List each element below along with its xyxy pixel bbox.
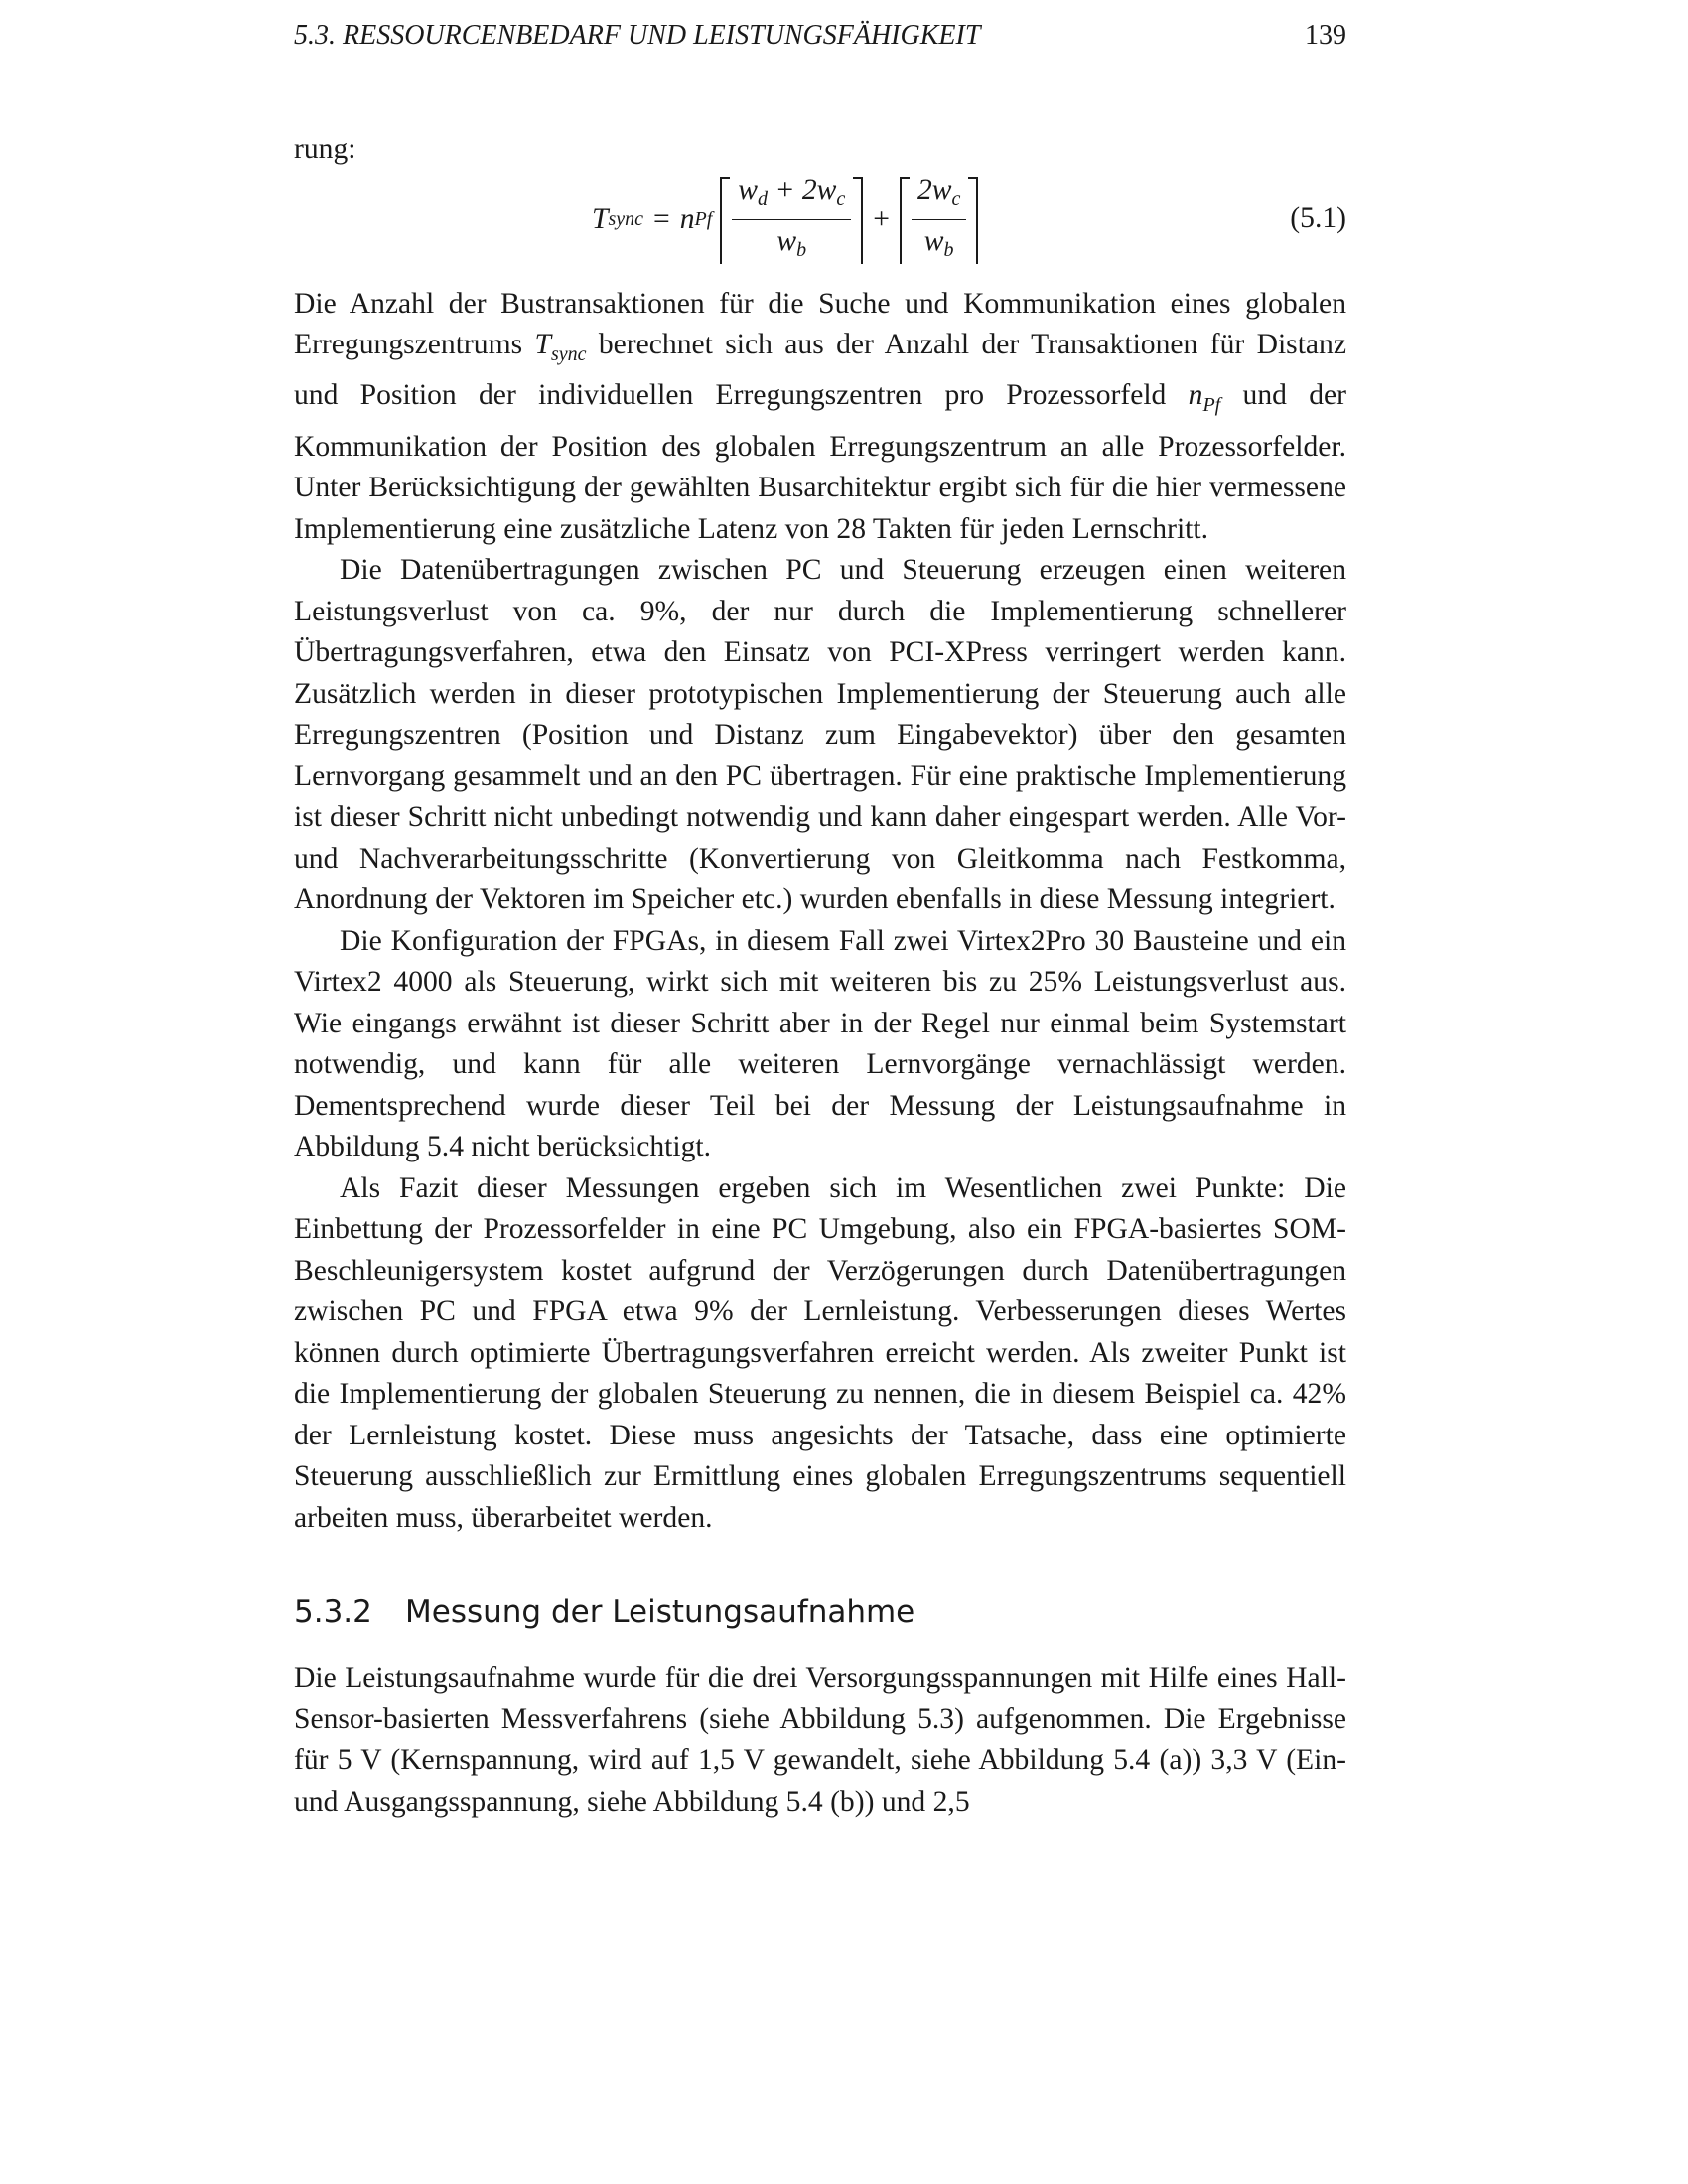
section-title-text: Messung der Leistungsaufnahme — [405, 1594, 915, 1631]
eq-frac1-den: $w_b$ — [776, 225, 807, 261]
eq-coeff: n — [679, 203, 695, 235]
intro-fragment: rung: — [294, 133, 356, 165]
eq-frac1-num: $w_d + 2w_c$ — [732, 173, 851, 220]
running-title: 5.3. RESSOURCENBEDARF UND LEISTUNGSFÄHIGKEIT — [294, 20, 981, 51]
page-body — [294, 129, 1346, 1823]
paragraph-4: Als Fazit dieser Messungen ergeben sich im Wesentlichen zwei Punkte: Die Einbettung der Prozessorfelder in eine PC Umgebung, also ein FPGA-basiertes SOM-Beschleunigersystem kostet aufgrund der Verzögerungen durch Datenübertragungen zwischen PC und FPGA etwa 9% der Lernleistung. Verbesserungen dieses Wertes können durch optimierte Übertragungsverfahren erreicht werden. Als zweiter Punkt ist die Implementierung der globalen Steuerung zu nennen, die in diesem Beispiel ca. 42% der Lernleistung kostet. Diese muss angesichts der Tatsache, dass eine optimierte Steuerung ausschließlich zur Ermittlung eines globalen Erregungszentrums sequentiell arbeiten muss, überarbeitet werden. — [294, 1171, 1346, 1534]
symbol-n-pf: $n_{Pf}$ — [1188, 379, 1221, 417]
eq-lhs: T — [592, 203, 609, 235]
eq-ceil-1 — [720, 173, 863, 268]
running-header — [294, 14, 1346, 58]
paragraph-3: Die Konfiguration der FPGAs, in diesem Fall zwei Virtex2Pro 30 Bausteine und ein Virtex2 4000 als Steuerung, wirkt sich mit weiteren bis zu 25% Leistungsverlust aus. Wie eingangs erwähnt ist dieser Schritt aber in der Regel nur einmal beim Systemstart notwendig, und kann für alle weiteren Lernvorgänge vernachlässigt werden. Dementsprechend wurde dieser Teil bei der Messung der Leistungsaufnahme in Abbildung 5.4 nicht berücksichtigt. — [294, 924, 1346, 1163]
page-number: 139 — [1305, 20, 1346, 51]
equation-5-1 — [294, 171, 1346, 278]
eq-ceil-2 — [900, 173, 978, 268]
paragraph-1: Die Anzahl der Bustransaktionen für die Suche und Kommunikation eines globalen Erregungszentrums $T_{sync}$ berechnet sich aus der Anzahl der Transaktionen für Distanz und Position der individuellen Erregungszentren pro Prozessorfeld $n_{Pf}$ und der Kommunikation der Position des globalen Erregungszentrum an alle Prozessorfelder. Unter Berücksichtigung der gewählten Busarchitektur ergibt sich für die hier vermessene Implementierung eine zusätzliche Latenz von 28 Takten für jeden Lernschritt. — [294, 287, 1346, 545]
eq-frac-1 — [732, 173, 851, 267]
section-heading — [294, 1590, 1346, 1634]
eq-frac2-num: $2w_c$ — [912, 173, 966, 220]
eq-coeff-sub: Pf — [694, 207, 713, 230]
eq-frac2-den: $w_b$ — [923, 225, 954, 261]
eq-frac-2 — [912, 173, 966, 267]
symbol-t-sync: $T_{sync}$ — [534, 329, 587, 365]
section-number: 5.3.2 — [294, 1594, 372, 1631]
equation-number: (5.1) — [1290, 202, 1346, 234]
eq-lhs-sub: sync — [608, 207, 644, 230]
eq-plus: + — [873, 203, 890, 235]
section-paragraph: Die Leistungsaufnahme wurde für die drei Versorgungsspannungen mit Hilfe eines Hall-Sensor-basierten Messverfahrens (siehe Abbildung 5.3) aufgenommen. Die Ergebnisse für 5 V (Kernspannung, wird auf 1,5 V gewandelt, siehe Abbildung 5.4 (a)) 3,3 V (Ein- und Ausgangsspannung, siehe Abbildung 5.4 (b)) und 2,5 — [294, 1662, 1346, 1818]
paragraph-2: Die Datenübertragungen zwischen PC und Steuerung erzeugen einen weiteren Leistungsverlust von ca. 9%, der nur durch die Implementierung schnellerer Übertragungsverfahren, etwa den Einsatz von PCI-XPress verringert werden kann. Zusätzlich werden in dieser prototypischen Implementierung der Steuerung auch alle Erregungszentren (Position und Distanz zum Eingabevektor) über den gesamten Lernvorgang gesammelt und an den PC übertragen. Für eine praktische Implementierung ist dieser Schritt nicht unbedingt notwendig und kann daher eingespart werden. Alle Vor- und Nachverarbeitungsschritte (Konvertierung von Gleitkomma nach Festkomma, Anordnung der Vektoren im Speicher etc.) wurden ebenfalls in diese Messung integriert. — [294, 554, 1346, 916]
eq-equals: = — [653, 203, 670, 235]
equation-body — [592, 171, 978, 270]
